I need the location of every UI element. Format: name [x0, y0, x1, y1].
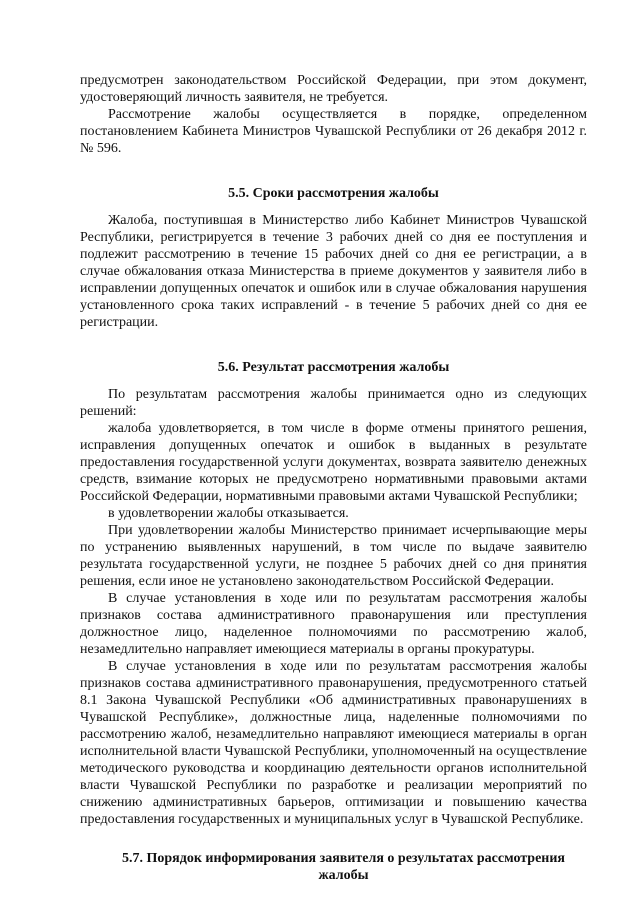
paragraph: предусмотрен законодательством Российской Федерации, при этом документ, удостоверяющий личность заявителя, не требуется. [80, 73, 587, 105]
paragraph: Рассмотрение жалобы осуществляется в порядке, определенном постановлением Кабинета Министров Чувашской Республики от 26 декабря 2012 г. № 596. [80, 107, 587, 156]
paragraph: Жалоба, поступившая в Министерство либо Кабинет Министров Чувашской Республики, регистрируется в течение 3 рабочих дней со дня ее поступления и подлежит рассмотрению в течение 15 рабочих дней со дня ее регистрации, а в случае обжалования отказа Министерства в приеме документов у заявителя либо в исправлении допущенных опечаток и ошибок или в случае обжалования нарушения установленного срока таких исправлений - в течение 5 рабочих дней со дня ее регистрации. [80, 213, 587, 330]
paragraph: По результатам рассмотрения жалобы принимается одно из следующих решений: [80, 387, 587, 419]
paragraph: В случае установления в ходе или по результатам рассмотрения жалобы признаков состава административного правонарушения, предусмотренного статьей 8.1 Закона Чувашской Республики «Об административных правонарушениях в Чувашской Республике», должностные лица, наделенные полномочиями по рассмотрению жалоб, незамедлительно направляют имеющиеся материалы в орган исполнительной власти Чувашской Республики, уполномоченный на осуществление методического руководства и координацию деятельности органов исполнительной власти Чувашской Республики по разработке и реализации мероприятий по снижению административных барьеров, оптимизации и повышению качества предоставления государственных и муниципальных услуг в Чувашской Республике. [80, 659, 587, 827]
paragraph: При удовлетворении жалобы Министерство принимает исчерпывающие меры по устранению выявленных нарушений, в том числе по выдаче заявителю результата государственной услуги, не позднее 5 рабочих дней со дня принятия решения, если иное не установлено законодательством Российской Федерации. [80, 523, 587, 589]
section-heading: 5.7. Порядок информирования заявителя о результатах рассмотрения жалобы [121, 851, 566, 883]
paragraph: В случае установления в ходе или по результатам рассмотрения жалобы признаков состава административного правонарушения или преступления должностное лицо, наделенное полномочиями по рассмотрению жалоб, незамедлительно направляет имеющиеся материалы в органы прокуратуры. [80, 591, 587, 657]
section-heading: 5.5. Сроки рассмотрения жалобы [228, 186, 439, 201]
paragraph: в удовлетворении жалобы отказывается. [108, 506, 349, 521]
paragraph: жалоба удовлетворяется, в том числе в форме отмены принятого решения, исправления допущенных опечаток и ошибок в выданных в результате предоставления государственной услуги документах, возврата заявителю денежных средств, взимание которых не предусмотрено нормативными правовыми актами Российской Федерации, нормативными правовыми актами Чувашской Республики; [80, 421, 587, 504]
section-heading: 5.6. Результат рассмотрения жалобы [217, 360, 450, 375]
